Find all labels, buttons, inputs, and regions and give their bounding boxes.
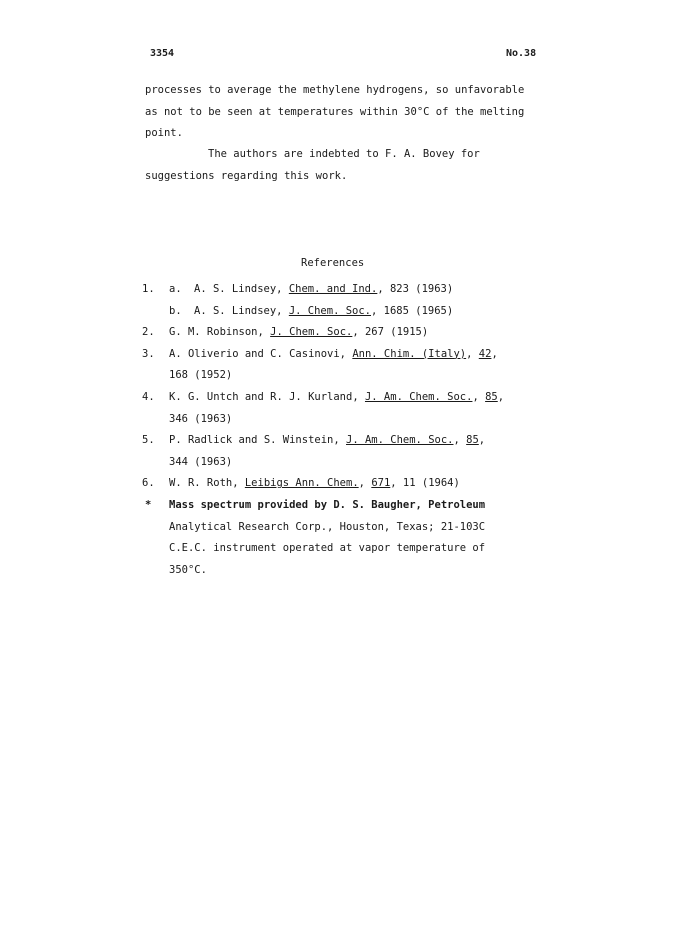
reference-number: 2. (142, 326, 155, 339)
footnote-continued (142, 538, 562, 560)
reference-number: 6. (142, 477, 155, 490)
reference-text (194, 279, 453, 301)
reference-journal: J. Am. Chem. Soc. (364, 390, 473, 403)
reference-separator: , (358, 477, 372, 490)
reference-authors: A. S. Lindsey, (194, 283, 289, 295)
reference-journal: J. Chem. Soc. (288, 304, 372, 317)
reference-volume: 42 (478, 347, 492, 360)
reference-journal: Ann. Chim. (Italy) (352, 347, 467, 360)
reference-authors: W. R. Roth, (169, 477, 245, 490)
reference-pages: 346 (1963) (169, 412, 233, 425)
reference-pages: 344 (1963) (169, 455, 233, 468)
acknowledgement-text: The authors are indebted to F. A. Bovey for (208, 148, 480, 160)
reference-number: 5. (142, 434, 155, 447)
footnote-line: Analytical Research Corp., Houston, Texas; 21-103C (169, 520, 486, 533)
reference-number: 1. (142, 283, 155, 295)
reference-rest: , 11 (1964) (390, 477, 460, 490)
reference-rest: , (497, 390, 505, 403)
paragraph-line (145, 144, 545, 166)
reference-5 (142, 430, 562, 452)
reference-authors: P. Radlick and S. Winstein, (169, 434, 347, 447)
footnote-line: Mass spectrum provided by D. S. Baugher, Petroleum (169, 498, 486, 511)
reference-authors: A. Oliverio and C. Casinovi, (169, 347, 353, 360)
paragraph-2 (145, 144, 545, 187)
reference-rest: , 267 (1915) (352, 326, 429, 339)
footnote-marker: * (145, 498, 152, 511)
reference-4 (142, 387, 562, 409)
reference-separator: , (466, 347, 479, 360)
reference-sublabel: a. (169, 283, 182, 295)
footnote-continued (142, 517, 562, 539)
reference-text (169, 322, 428, 344)
reference-3 (142, 344, 562, 366)
footnote (142, 495, 562, 517)
reference-1a (142, 279, 562, 301)
reference-authors: A. S. Lindsey, (194, 304, 289, 317)
reference-separator: , (453, 434, 467, 447)
reference-number: 3. (142, 347, 155, 360)
reference-journal: J. Chem. Soc. (270, 326, 353, 339)
page-number: 3354 (150, 48, 175, 59)
reference-journal: Chem. and Ind. (288, 283, 378, 295)
reference-number: 4. (142, 390, 155, 403)
reference-5-continued (142, 452, 562, 474)
paragraph-line: suggestions regarding this work. (145, 169, 348, 182)
reference-authors: G. M. Robinson, (169, 326, 271, 339)
reference-6 (142, 473, 562, 495)
reference-rest: , 823 (1963) (377, 283, 454, 295)
reference-4-continued (142, 409, 562, 431)
reference-rest: , 1685 (1965) (371, 304, 454, 317)
reference-rest: , (491, 347, 498, 360)
reference-volume: 85 (485, 390, 498, 403)
reference-volume: 671 (371, 477, 391, 490)
reference-journal: Leibigs Ann. Chem. (244, 477, 359, 490)
reference-text (169, 473, 460, 495)
references-heading: References (301, 257, 365, 269)
reference-text (169, 387, 504, 409)
footnote-line: C.E.C. instrument operated at vapor temperature of (169, 542, 486, 555)
paragraph-line: point. (145, 127, 183, 139)
reference-journal: J. Am. Chem. Soc. (346, 434, 454, 447)
paragraph-1 (145, 80, 545, 145)
issue-number: No.38 (506, 48, 537, 59)
reference-text (169, 344, 498, 366)
reference-1b (142, 301, 562, 323)
reference-separator: , (472, 390, 486, 403)
reference-3-continued (142, 365, 562, 387)
footnote-line: 350°C. (169, 563, 207, 576)
reference-rest: , (478, 434, 486, 447)
reference-volume: 85 (466, 434, 479, 447)
reference-2 (142, 322, 562, 344)
reference-authors: K. G. Untch and R. J. Kurland, (169, 390, 365, 403)
reference-sublabel: b. (169, 304, 182, 317)
paragraph-line: as not to be seen at temperatures within 30°C of the melting (145, 105, 525, 118)
reference-list (142, 279, 562, 581)
reference-pages: 168 (1952) (169, 369, 233, 382)
footnote-continued (142, 560, 562, 582)
reference-text (169, 430, 485, 452)
reference-text (194, 301, 453, 323)
paragraph-line: processes to average the methylene hydrogens, so unfavorable (145, 84, 525, 96)
